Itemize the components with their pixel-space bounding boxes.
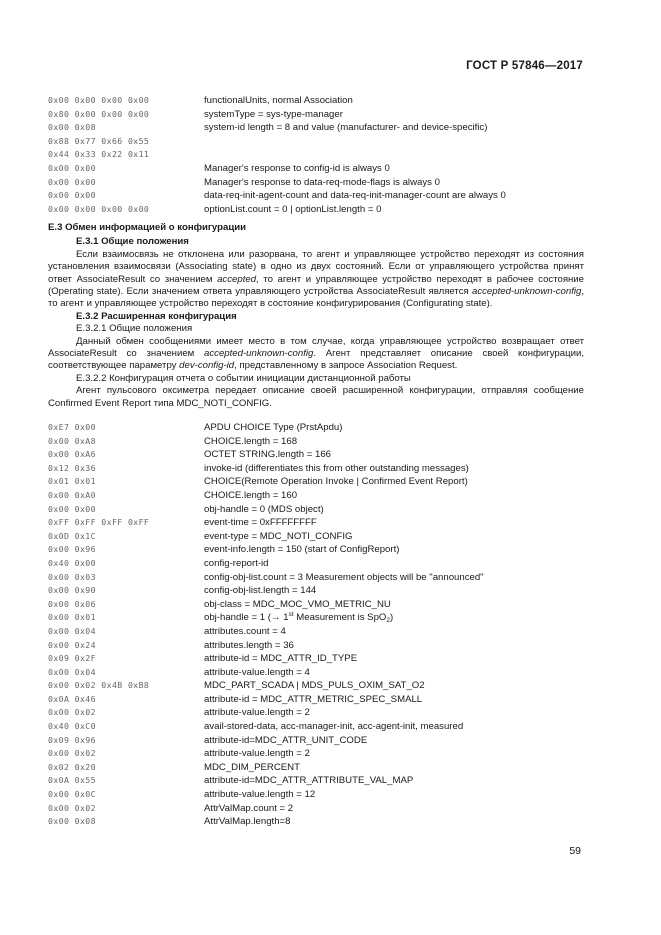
field-description: data-req-init-agent-count and data-req-init-manager-count are always 0 bbox=[204, 190, 506, 202]
field-description: attributes.length = 36 bbox=[204, 639, 294, 651]
hex-bytes: 0x00 0x00 bbox=[48, 503, 96, 514]
hex-bytes: 0x00 0x04 bbox=[48, 666, 96, 677]
hex-bytes: 0x00 0x01 bbox=[48, 612, 96, 623]
field-description: Manager's response to data-req-mode-flags is always 0 bbox=[204, 176, 440, 188]
hex-bytes: 0x40 0xC0 bbox=[48, 721, 96, 732]
hex-bytes: 0x00 0x02 0x4B 0xB8 bbox=[48, 680, 150, 691]
hex-row bbox=[48, 666, 608, 680]
field-description: obj-class = MDC_MOC_VMO_METRIC_NU bbox=[204, 598, 391, 610]
hex-bytes: 0x44 0x33 0x22 0x11 bbox=[48, 149, 150, 160]
hex-row bbox=[48, 203, 608, 217]
hex-row bbox=[48, 516, 608, 530]
hex-bytes: 0x88 0x77 0x66 0x55 bbox=[48, 135, 150, 146]
hex-row bbox=[48, 679, 608, 693]
hex-row bbox=[48, 639, 608, 653]
hex-row bbox=[48, 625, 608, 639]
field-description: attribute-id = MDC_ATTR_METRIC_SPEC_SMALL bbox=[204, 693, 423, 705]
field-description: CHOICE.length = 160 bbox=[204, 489, 298, 501]
hex-bytes: 0x00 0x08 bbox=[48, 816, 96, 827]
field-description: AttrValMap.count = 2 bbox=[204, 802, 294, 814]
hex-bytes: 0x40 0x00 bbox=[48, 557, 96, 568]
hex-bytes: 0x00 0x00 bbox=[48, 162, 96, 173]
hex-block-association bbox=[48, 94, 608, 216]
hex-row bbox=[48, 162, 608, 176]
field-description: attributes.count = 4 bbox=[204, 625, 286, 637]
hex-row bbox=[48, 489, 608, 503]
field-description: optionList.count = 0 | optionList.length = 0 bbox=[204, 203, 382, 215]
hex-bytes: 0x00 0x96 bbox=[48, 544, 96, 555]
hex-row bbox=[48, 706, 608, 720]
hex-bytes: 0xE7 0x00 bbox=[48, 422, 96, 432]
hex-bytes: 0x00 0x0C bbox=[48, 789, 96, 800]
hex-bytes: 0x00 0x00 bbox=[48, 176, 96, 187]
field-description: invoke-id (differentiates this from other outstanding messages) bbox=[204, 462, 469, 474]
field-description: MDC_DIM_PERCENT bbox=[204, 761, 300, 773]
paragraph-e321: Данный обмен сообщениями имеет место в том случае, когда управляющее устройство возвращает ответ AssociateResult со значением accepted-unknown-config. Агент представляет описание своей конфигурации, соответствующее параметру dev-config-id, представленному в запросе Association Request. bbox=[48, 335, 584, 372]
field-description: event-info.length = 150 (start of ConfigReport) bbox=[204, 544, 400, 556]
hex-bytes: 0x00 0x02 bbox=[48, 707, 96, 718]
hex-bytes: 0xFF 0xFF 0xFF 0xFF bbox=[48, 517, 150, 528]
heading-e322: Е.3.2.2 Конфигурация отчета о событии инициации дистанционной работы bbox=[76, 372, 411, 384]
hex-bytes: 0x0A 0x55 bbox=[48, 775, 96, 786]
hex-row bbox=[48, 598, 608, 612]
hex-row bbox=[48, 108, 608, 122]
hex-row bbox=[48, 421, 608, 435]
hex-bytes: 0x00 0x08 bbox=[48, 122, 96, 133]
hex-row bbox=[48, 557, 608, 571]
hex-row bbox=[48, 448, 608, 462]
hex-row bbox=[48, 503, 608, 517]
field-description: config-report-id bbox=[204, 557, 269, 569]
hex-bytes: 0x0D 0x1C bbox=[48, 530, 96, 541]
hex-row bbox=[48, 543, 608, 557]
field-description: config-obj-list.length = 144 bbox=[204, 585, 317, 597]
field-description: attribute-id=MDC_ATTR_ATTRIBUTE_VAL_MAP bbox=[204, 775, 414, 787]
field-description: attribute-value.length = 4 bbox=[204, 666, 310, 678]
field-description: avail-stored-data, acc-manager-init, acc-agent-init, measured bbox=[204, 721, 464, 733]
hex-bytes: 0x00 0x00 bbox=[48, 190, 96, 201]
hex-bytes: 0x00 0x02 bbox=[48, 748, 96, 759]
field-description: attribute-value.length = 12 bbox=[204, 789, 316, 801]
field-description: attribute-value.length = 2 bbox=[204, 748, 310, 760]
hex-bytes: 0x00 0xA0 bbox=[48, 489, 96, 500]
field-description: APDU CHOICE Type (PrstApdu) bbox=[204, 422, 343, 433]
hex-bytes: 0x00 0x24 bbox=[48, 639, 96, 650]
section-e3 bbox=[48, 222, 584, 410]
hex-bytes: 0x00 0xA8 bbox=[48, 435, 96, 446]
hex-row bbox=[48, 720, 608, 734]
hex-row bbox=[48, 815, 608, 829]
hex-row bbox=[48, 802, 608, 816]
hex-bytes: 0x02 0x20 bbox=[48, 761, 96, 772]
field-description: obj-handle = 0 (MDS object) bbox=[204, 503, 324, 515]
hex-row bbox=[48, 652, 608, 666]
field-description: system-id length = 8 and value (manufacturer- and device-specific) bbox=[204, 122, 488, 134]
field-description: CHOICE.length = 168 bbox=[204, 435, 298, 447]
field-description: functionalUnits, normal Association bbox=[204, 95, 353, 106]
hex-bytes: 0x00 0x06 bbox=[48, 598, 96, 609]
hex-row bbox=[48, 747, 608, 761]
hex-row bbox=[48, 475, 608, 489]
hex-block-config-report bbox=[48, 421, 608, 829]
hex-bytes: 0x09 0x2F bbox=[48, 653, 96, 664]
field-description: OCTET STRING.length = 166 bbox=[204, 449, 331, 461]
field-description: AttrValMap.length=8 bbox=[204, 816, 291, 828]
heading-e31: Е.3.1 Общие положения bbox=[76, 236, 189, 248]
hex-row bbox=[48, 774, 608, 788]
hex-bytes: 0x01 0x01 bbox=[48, 476, 96, 487]
field-description: event-time = 0xFFFFFFFF bbox=[204, 517, 317, 529]
hex-bytes: 0x0A 0x46 bbox=[48, 693, 96, 704]
field-description: Manager's response to config-id is always 0 bbox=[204, 162, 390, 174]
heading-e3: Е.3 Обмен информацией о конфигурации bbox=[48, 222, 247, 233]
field-description: CHOICE(Remote Operation Invoke | Confirmed Event Report) bbox=[204, 476, 468, 488]
hex-row bbox=[48, 176, 608, 190]
field-description: attribute-value.length = 2 bbox=[204, 707, 310, 719]
hex-row bbox=[48, 734, 608, 748]
hex-row bbox=[48, 148, 608, 162]
field-description: obj-handle = 1 (→ 1st Measurement is SpO$_2$) bbox=[204, 611, 394, 625]
field-description: config-obj-list.count = 3 Measurement objects will be "announced" bbox=[204, 571, 484, 583]
heading-e321: Е.3.2.1 Общие положения bbox=[76, 323, 193, 335]
hex-row bbox=[48, 584, 608, 598]
hex-row bbox=[48, 761, 608, 775]
document-header: ГОСТ Р 57846—2017 bbox=[466, 60, 583, 72]
paragraph-e31: Если взаимосвязь не отклонена или разорвана, то агент и управляющее устройство переходят из состояния установления взаимосвязи (Associating state) в одно из двух состояний. Если от управляющего устройства принят ответ AssociateResult со значением accepted, то агент и управляющее устройство переходят в рабочее состояние (Operating state). Если значением ответа управляющего устройства AssociateResult является accepted-unknown-config, то агент и управляющее устройство переходят в состояние конфигурирования (Configurating state). bbox=[48, 248, 585, 310]
paragraph-e322: Агент пульсового оксиметра передает описание своей расширенной конфигурации, отправляя сообщение Confirmed Event Report типа MDC_NOTI_CONFIG. bbox=[48, 385, 584, 409]
hex-row bbox=[48, 571, 608, 585]
field-description: MDC_PART_SCADA | MDS_PULS_OXIM_SAT_O2 bbox=[204, 680, 425, 692]
field-description: systemType = sys-type-manager bbox=[204, 108, 343, 120]
field-description: event-type = MDC_NOTI_CONFIG bbox=[204, 530, 353, 542]
hex-bytes: 0x80 0x00 0x00 0x00 bbox=[48, 108, 150, 119]
hex-row bbox=[48, 189, 608, 203]
field-description: attribute-id = MDC_ATTR_ID_TYPE bbox=[204, 653, 358, 665]
hex-bytes: 0x00 0x03 bbox=[48, 571, 96, 582]
hex-row bbox=[48, 121, 608, 135]
hex-row bbox=[48, 611, 608, 625]
hex-row bbox=[48, 530, 608, 544]
hex-bytes: 0x00 0x04 bbox=[48, 625, 96, 636]
page-number: 59 bbox=[569, 845, 581, 857]
hex-bytes: 0x00 0x00 0x00 0x00 bbox=[48, 203, 150, 214]
hex-row bbox=[48, 693, 608, 707]
hex-row bbox=[48, 94, 608, 108]
hex-bytes: 0x09 0x96 bbox=[48, 734, 96, 745]
hex-bytes: 0x00 0x02 bbox=[48, 802, 96, 813]
hex-bytes: 0x00 0xA6 bbox=[48, 449, 96, 460]
hex-bytes: 0x00 0x00 0x00 0x00 bbox=[48, 95, 150, 105]
hex-row bbox=[48, 135, 608, 149]
hex-row bbox=[48, 788, 608, 802]
hex-bytes: 0x00 0x90 bbox=[48, 585, 96, 596]
hex-bytes: 0x12 0x36 bbox=[48, 462, 96, 473]
heading-e32: Е.3.2 Расширенная конфигурация bbox=[76, 310, 237, 322]
hex-row bbox=[48, 462, 608, 476]
field-description: attribute-id=MDC_ATTR_UNIT_CODE bbox=[204, 734, 368, 746]
hex-row bbox=[48, 435, 608, 449]
